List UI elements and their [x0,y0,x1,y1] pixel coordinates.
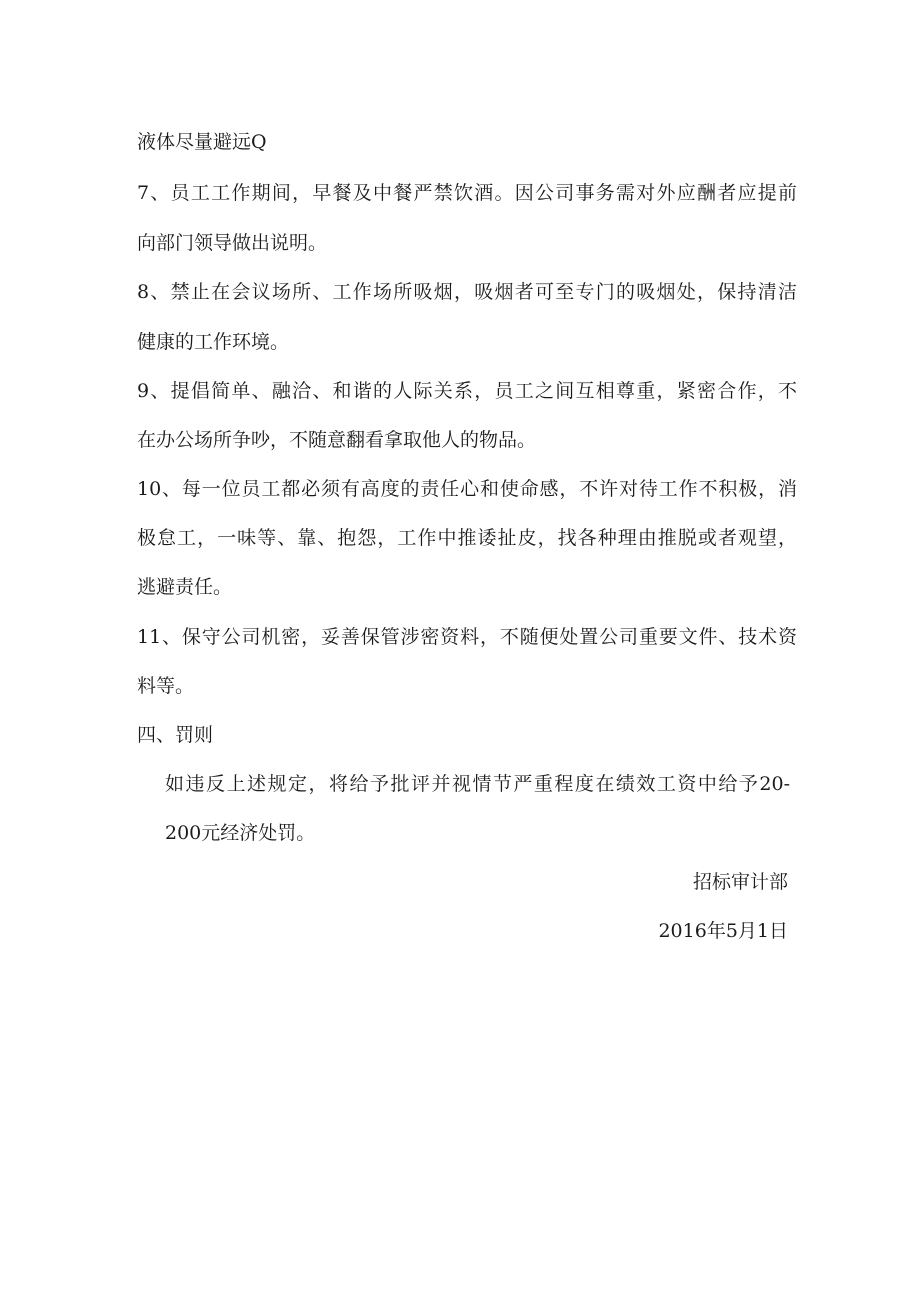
text-line: 向部门领导做出说明。 [137,232,328,254]
text-line: 8、禁止在会议场所、工作场所吸烟，吸烟者可至专门的吸烟处，保持清洁 [137,281,797,303]
signature-department: 招标审计部 [692,871,788,893]
signature-date: 2016年5月1日 [658,920,788,942]
text-line: 200元经济处罚。 [165,822,316,844]
text-line: 逃避责任。 [137,576,233,598]
text-line: 10、每一位员工都必须有高度的责任心和使命感，不许对待工作不积极，消 [137,478,797,500]
text-line: 极怠工，一味等、靠、抱怨，工作中推诿扯皮，找各种理由推脱或者观望， [137,527,797,549]
section-heading: 四、罚则 [137,724,214,746]
text-line: 液体尽量避远Q [137,131,267,153]
text-line: 料等。 [137,675,195,697]
text-line: 9、提倡简单、融洽、和谐的人际关系，员工之间互相尊重，紧密合作，不 [137,380,797,402]
text-line: 如违反上述规定，将给予批评并视情节严重程度在绩效工资中给予20- [165,773,790,795]
text-line: 7、员工工作期间，早餐及中餐严禁饮酒。因公司事务需对外应酬者应提前 [137,182,797,204]
text-line: 11、保守公司机密，妥善保管涉密资料，不随便处置公司重要文件、技术资 [137,626,797,648]
text-line: 在办公场所争吵，不随意翻看拿取他人的物品。 [137,429,537,451]
text-line: 健康的工作环境。 [137,331,290,353]
